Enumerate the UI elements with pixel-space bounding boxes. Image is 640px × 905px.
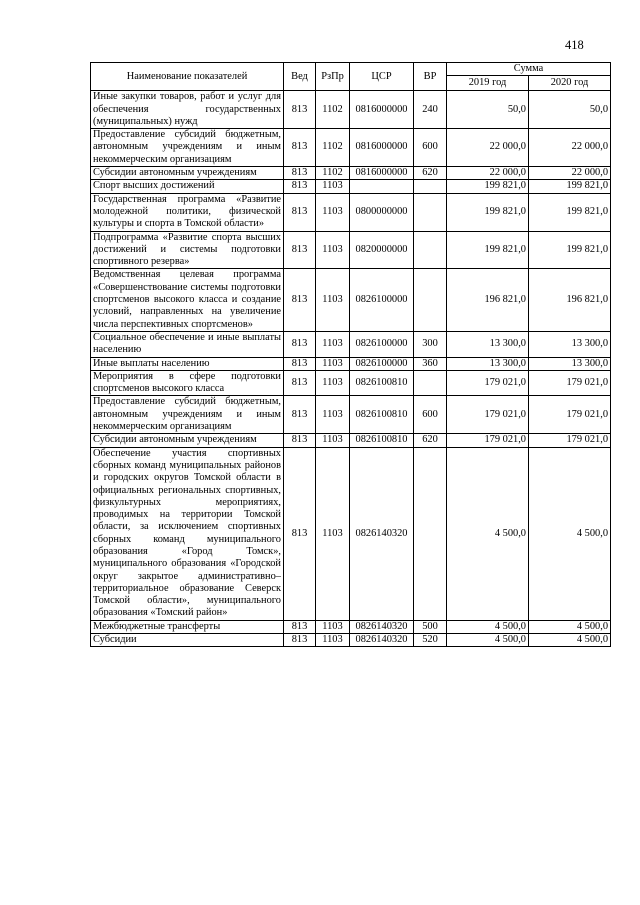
cell-csr: 0816000000 bbox=[350, 129, 414, 167]
cell-y2019: 199 821,0 bbox=[447, 231, 529, 269]
cell-y2019: 199 821,0 bbox=[447, 180, 529, 193]
table-row bbox=[91, 370, 611, 396]
table-row bbox=[91, 357, 611, 370]
cell-vr: 360 bbox=[414, 357, 447, 370]
cell-name: Социальное обеспечение и иные выплаты населению bbox=[91, 331, 284, 357]
header-2019: 2019 год bbox=[447, 76, 529, 91]
table-row bbox=[91, 129, 611, 167]
cell-y2020: 4 500,0 bbox=[529, 447, 611, 620]
table-row bbox=[91, 447, 611, 620]
cell-vr: 620 bbox=[414, 167, 447, 180]
cell-vr: 500 bbox=[414, 620, 447, 633]
cell-vr bbox=[414, 180, 447, 193]
cell-rzpr: 1103 bbox=[316, 331, 350, 357]
cell-ved: 813 bbox=[284, 620, 316, 633]
cell-csr: 0826100810 bbox=[350, 370, 414, 396]
table-row bbox=[91, 231, 611, 269]
cell-ved: 813 bbox=[284, 167, 316, 180]
cell-csr: 0826100810 bbox=[350, 434, 414, 447]
cell-vr: 240 bbox=[414, 91, 447, 129]
cell-csr: 0826140320 bbox=[350, 634, 414, 647]
table-row bbox=[91, 634, 611, 647]
cell-y2019: 179 021,0 bbox=[447, 396, 529, 434]
cell-rzpr: 1103 bbox=[316, 370, 350, 396]
cell-csr: 0820000000 bbox=[350, 231, 414, 269]
cell-name: Субсидии автономным учреждениям bbox=[91, 434, 284, 447]
cell-y2019: 13 300,0 bbox=[447, 331, 529, 357]
cell-name: Государственная программа «Развитие молодежной политики, физической культуры и спорта в Томской области» bbox=[91, 193, 284, 231]
cell-name: Мероприятия в сфере подготовки спортсменов высокого класса bbox=[91, 370, 284, 396]
cell-y2020: 13 300,0 bbox=[529, 331, 611, 357]
header-sum: Сумма bbox=[447, 63, 611, 76]
cell-y2020: 4 500,0 bbox=[529, 634, 611, 647]
cell-y2019: 13 300,0 bbox=[447, 357, 529, 370]
cell-ved: 813 bbox=[284, 634, 316, 647]
cell-y2020: 199 821,0 bbox=[529, 193, 611, 231]
budget-table bbox=[90, 62, 611, 647]
table-header bbox=[91, 63, 611, 91]
cell-name: Ведомственная целевая программа «Совершенствование системы подготовки спортсменов высокого класса и создание условий, направленных на увеличение числа перспективных спортсменов» bbox=[91, 269, 284, 331]
cell-y2019: 196 821,0 bbox=[447, 269, 529, 331]
header-name: Наименование показателей bbox=[91, 63, 284, 91]
header-rzpr: РзПр bbox=[316, 63, 350, 91]
cell-rzpr: 1103 bbox=[316, 447, 350, 620]
table-row bbox=[91, 269, 611, 331]
cell-y2019: 179 021,0 bbox=[447, 434, 529, 447]
cell-y2019: 4 500,0 bbox=[447, 634, 529, 647]
cell-y2020: 22 000,0 bbox=[529, 167, 611, 180]
cell-y2020: 199 821,0 bbox=[529, 180, 611, 193]
cell-ved: 813 bbox=[284, 180, 316, 193]
cell-vr bbox=[414, 447, 447, 620]
cell-y2020: 50,0 bbox=[529, 91, 611, 129]
table-row bbox=[91, 91, 611, 129]
cell-name: Подпрограмма «Развитие спорта высших достижений и системы подготовки спортивного резерва» bbox=[91, 231, 284, 269]
cell-vr: 600 bbox=[414, 129, 447, 167]
cell-ved: 813 bbox=[284, 396, 316, 434]
cell-ved: 813 bbox=[284, 269, 316, 331]
cell-rzpr: 1102 bbox=[316, 129, 350, 167]
cell-csr: 0816000000 bbox=[350, 91, 414, 129]
cell-rzpr: 1103 bbox=[316, 634, 350, 647]
cell-vr: 520 bbox=[414, 634, 447, 647]
cell-y2020: 199 821,0 bbox=[529, 231, 611, 269]
cell-csr: 0800000000 bbox=[350, 193, 414, 231]
table-row bbox=[91, 167, 611, 180]
cell-vr bbox=[414, 231, 447, 269]
cell-name: Межбюджетные трансферты bbox=[91, 620, 284, 633]
table-row bbox=[91, 193, 611, 231]
cell-ved: 813 bbox=[284, 434, 316, 447]
cell-csr: 0826100000 bbox=[350, 357, 414, 370]
cell-csr: 0826100000 bbox=[350, 269, 414, 331]
cell-rzpr: 1103 bbox=[316, 620, 350, 633]
cell-ved: 813 bbox=[284, 91, 316, 129]
cell-y2020: 179 021,0 bbox=[529, 434, 611, 447]
cell-name: Иные выплаты населению bbox=[91, 357, 284, 370]
cell-y2019: 4 500,0 bbox=[447, 620, 529, 633]
cell-name: Субсидии bbox=[91, 634, 284, 647]
cell-ved: 813 bbox=[284, 193, 316, 231]
cell-y2020: 13 300,0 bbox=[529, 357, 611, 370]
cell-name: Предоставление субсидий бюджетным, автономным учреждениям и иным некоммерческим организациям bbox=[91, 396, 284, 434]
page-number: 418 bbox=[565, 38, 584, 52]
cell-ved: 813 bbox=[284, 357, 316, 370]
cell-y2020: 4 500,0 bbox=[529, 620, 611, 633]
cell-name: Обеспечение участия спортивных сборных команд муниципальных районов и городских округов Томской области в официальных региональных спортивных, физкультурных мероприятиях, проводимых на территории Томской области, за исключением спортивных сборных команд муниципального образования «Город Томск», муниципального образования «Городской округ закрытое административно–территориальное образование Северск Томской области», муниципального образования «Томский район» bbox=[91, 447, 284, 620]
cell-y2019: 22 000,0 bbox=[447, 167, 529, 180]
cell-name: Спорт высших достижений bbox=[91, 180, 284, 193]
cell-rzpr: 1102 bbox=[316, 91, 350, 129]
table-row bbox=[91, 331, 611, 357]
cell-rzpr: 1103 bbox=[316, 357, 350, 370]
cell-y2020: 196 821,0 bbox=[529, 269, 611, 331]
cell-csr: 0816000000 bbox=[350, 167, 414, 180]
cell-rzpr: 1103 bbox=[316, 193, 350, 231]
table-row bbox=[91, 396, 611, 434]
cell-csr: 0826140320 bbox=[350, 620, 414, 633]
cell-csr: 0826100810 bbox=[350, 396, 414, 434]
cell-y2020: 179 021,0 bbox=[529, 370, 611, 396]
header-ved: Вед bbox=[284, 63, 316, 91]
cell-ved: 813 bbox=[284, 370, 316, 396]
cell-y2020: 22 000,0 bbox=[529, 129, 611, 167]
cell-vr: 620 bbox=[414, 434, 447, 447]
cell-name: Субсидии автономным учреждениям bbox=[91, 167, 284, 180]
cell-vr: 300 bbox=[414, 331, 447, 357]
cell-y2019: 50,0 bbox=[447, 91, 529, 129]
cell-ved: 813 bbox=[284, 331, 316, 357]
cell-csr: 0826100000 bbox=[350, 331, 414, 357]
table-row bbox=[91, 180, 611, 193]
cell-y2019: 199 821,0 bbox=[447, 193, 529, 231]
cell-ved: 813 bbox=[284, 231, 316, 269]
cell-vr bbox=[414, 370, 447, 396]
table-row bbox=[91, 434, 611, 447]
cell-rzpr: 1103 bbox=[316, 231, 350, 269]
cell-name: Иные закупки товаров, работ и услуг для обеспечения государственных (муниципальных) нужд bbox=[91, 91, 284, 129]
cell-vr bbox=[414, 193, 447, 231]
table-body bbox=[91, 91, 611, 647]
header-csr: ЦСР bbox=[350, 63, 414, 91]
cell-ved: 813 bbox=[284, 129, 316, 167]
cell-name: Предоставление субсидий бюджетным, автономным учреждениям и иным некоммерческим организациям bbox=[91, 129, 284, 167]
cell-y2019: 22 000,0 bbox=[447, 129, 529, 167]
cell-csr bbox=[350, 180, 414, 193]
cell-y2019: 179 021,0 bbox=[447, 370, 529, 396]
cell-y2019: 4 500,0 bbox=[447, 447, 529, 620]
cell-vr: 600 bbox=[414, 396, 447, 434]
cell-ved: 813 bbox=[284, 447, 316, 620]
cell-rzpr: 1103 bbox=[316, 180, 350, 193]
cell-rzpr: 1103 bbox=[316, 269, 350, 331]
header-vr: ВР bbox=[414, 63, 447, 91]
cell-rzpr: 1103 bbox=[316, 396, 350, 434]
cell-rzpr: 1102 bbox=[316, 167, 350, 180]
cell-y2020: 179 021,0 bbox=[529, 396, 611, 434]
table-row bbox=[91, 620, 611, 633]
cell-csr: 0826140320 bbox=[350, 447, 414, 620]
cell-rzpr: 1103 bbox=[316, 434, 350, 447]
cell-vr bbox=[414, 269, 447, 331]
header-2020: 2020 год bbox=[529, 76, 611, 91]
